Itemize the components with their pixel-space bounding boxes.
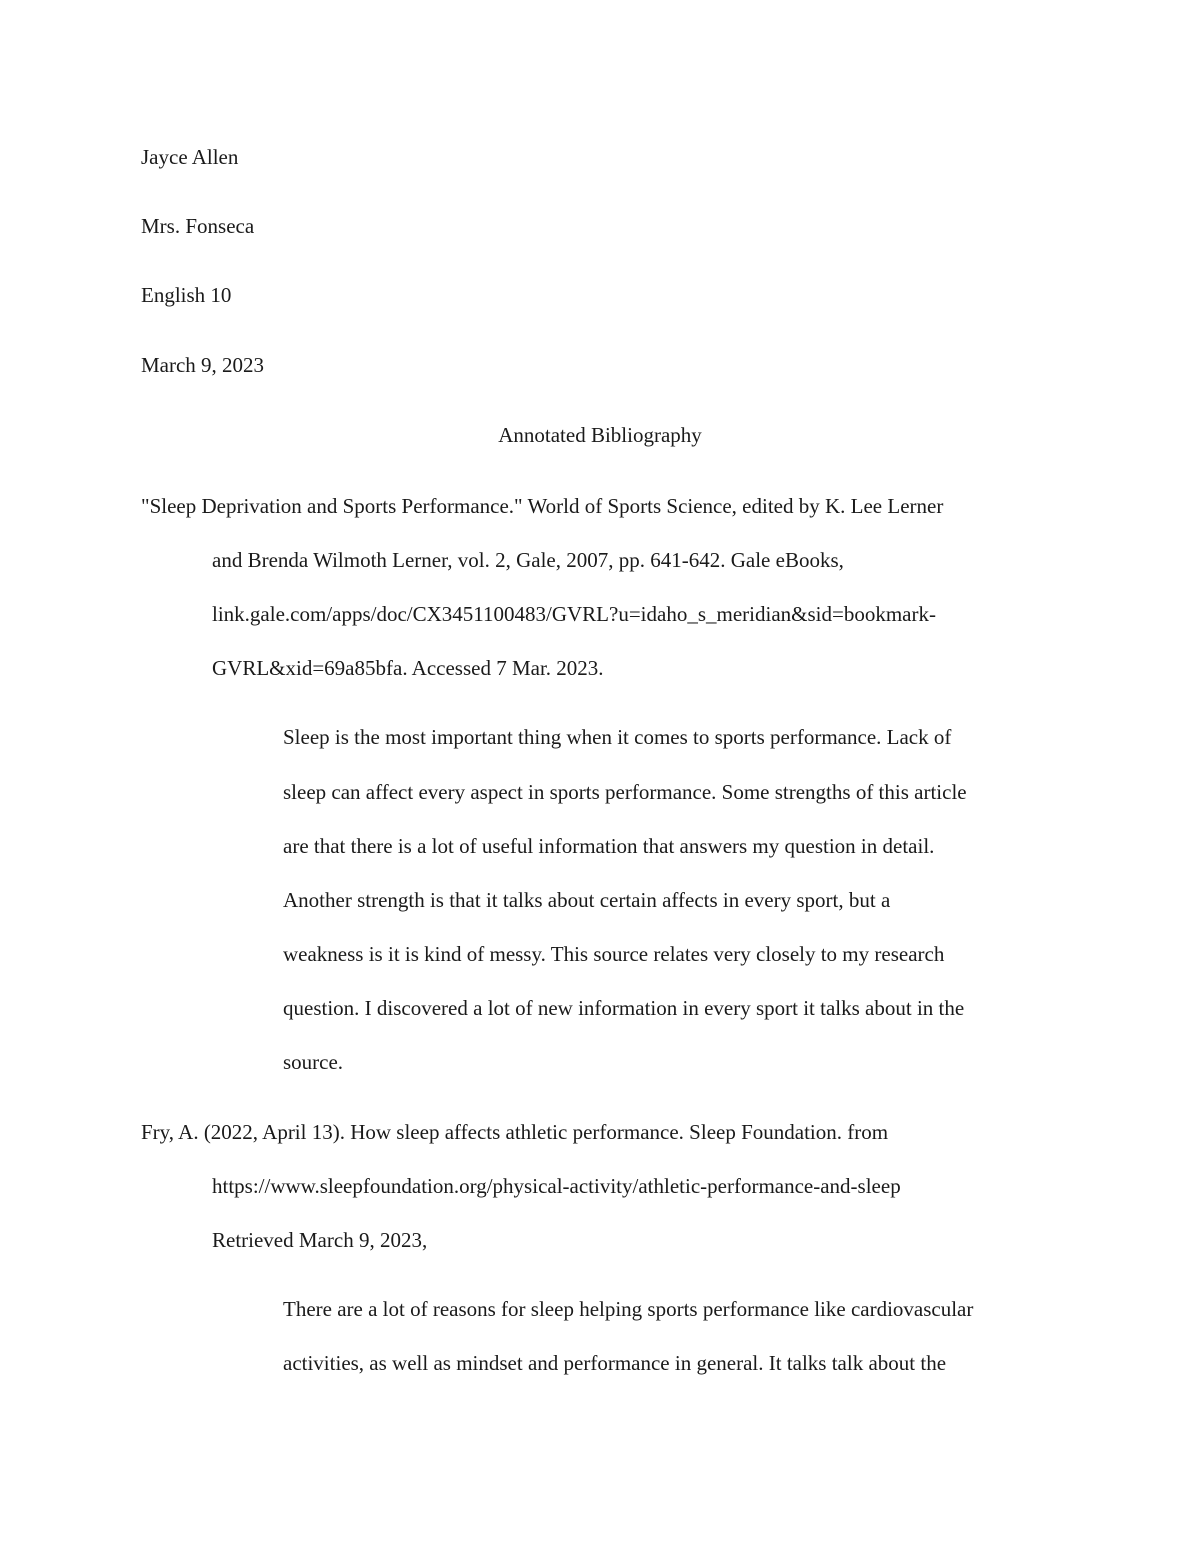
annotation-1-line-4: Another strength is that it talks about certain affects in every sport, but a [283,888,891,912]
annotation-2-line-1: There are a lot of reasons for sleep helping sports performance like cardiovascular [283,1297,974,1321]
document-date: March 9, 2023 [141,353,265,377]
annotation-1-line-6: question. I discovered a lot of new information in every sport it talks about in the [283,996,965,1020]
citation-2-line-2: https://www.sleepfoundation.org/physical-activity/athletic-performance-and-sleep [212,1174,901,1198]
course-name: English 10 [141,283,232,307]
annotation-1-line-5: weakness is it is kind of messy. This source relates very closely to my research [283,942,945,966]
teacher-name: Mrs. Fonseca [141,214,255,238]
citation-2-line-3: Retrieved March 9, 2023, [212,1228,428,1252]
student-name: Jayce Allen [141,145,239,169]
citation-1-line-2: and Brenda Wilmoth Lerner, vol. 2, Gale, 2007, pp. 641-642. Gale eBooks, [212,548,844,572]
annotation-1-line-2: sleep can affect every aspect in sports performance. Some strengths of this article [283,780,967,804]
citation-1-line-1: "Sleep Deprivation and Sports Performance." World of Sports Science, edited by K. Lee Lerner [141,494,944,518]
annotation-2-line-2: activities, as well as mindset and performance in general. It talks talk about the [283,1351,947,1375]
annotation-1-line-3: are that there is a lot of useful information that answers my question in detail. [283,834,935,858]
citation-1-line-4: GVRL&xid=69a85bfa. Accessed 7 Mar. 2023. [212,656,604,680]
citation-1-line-3: link.gale.com/apps/doc/CX3451100483/GVRL?u=idaho_s_meridian&sid=bookmark- [212,602,936,626]
annotation-1-line-7: source. [283,1050,344,1074]
page-title: Annotated Bibliography [498,423,702,447]
citation-2-line-1: Fry, A. (2022, April 13). How sleep affects athletic performance. Sleep Foundation. from [141,1120,889,1144]
annotation-1-line-1: Sleep is the most important thing when it comes to sports performance. Lack of [283,725,952,749]
